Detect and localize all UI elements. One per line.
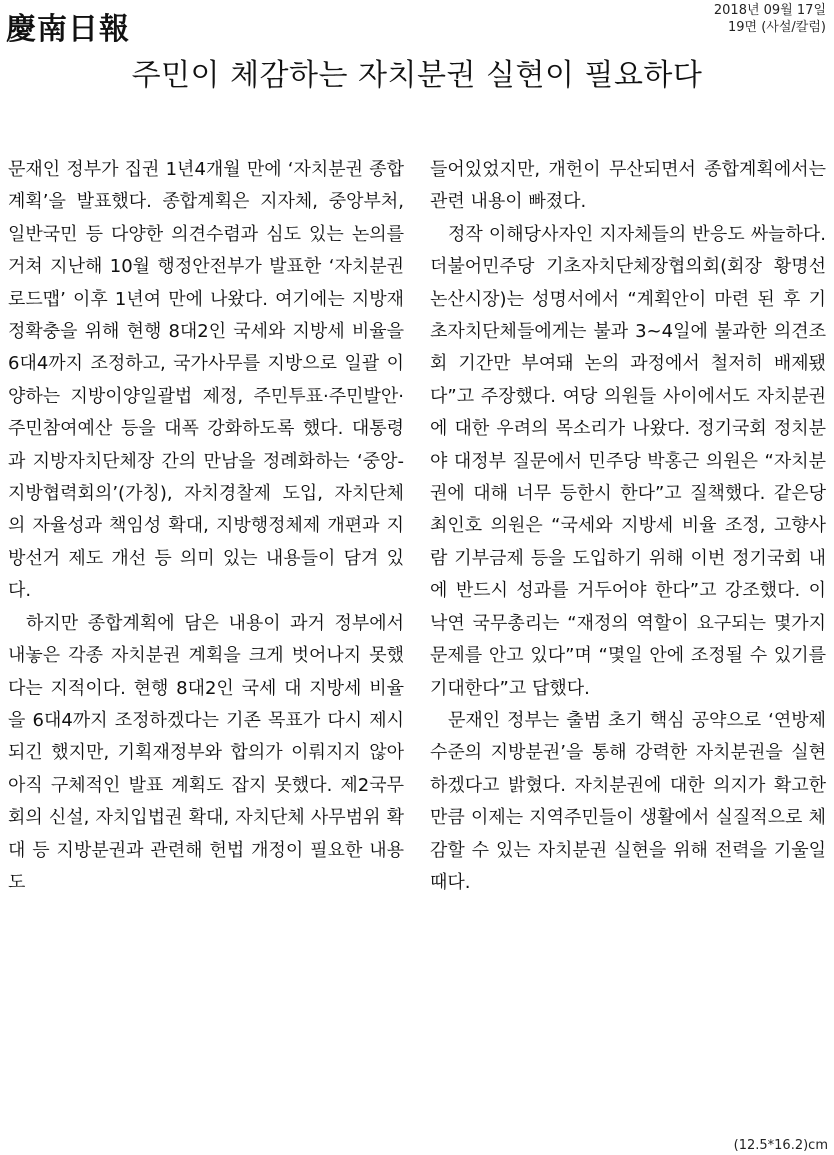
- article-column-right: [430, 154, 826, 899]
- article-paragraph: 하지만 종합계획에 담은 내용이 과거 정부에서 내놓은 각종 자치분권 계획을 크게 벗어나지 못했다는 지적이다. 현행 8대2인 국세 대 지방세 비율을 6대4까지 조정하겠다는 기존 목표가 다시 제시되긴 했지만, 기획재정부와 합의가 이뤄지지 않아 아직 구체적인 발표 계획도 잡지 못했다. 제2국무회의 신설, 자치입법권 확대, 자치단체 사무범위 확대 등 지방분권과 관련해 헌법 개정이 필요한 내용도: [8, 612, 404, 893]
- article-paragraph: 정작 이해당사자인 지자체들의 반응도 싸늘하다. 더불어민주당 기초자치단체장협의회(회장 황명선 논산시장)는 성명서에서 “계획안이 마련 된 후 기초자치단체들에게는 불과 3~4일에 불과한 의견조회 기간만 부여돼 논의 과정에서 철저히 배제됐다”고 주장했다. 여당 의원들 사이에서도 자치분권에 대한 우려의 목소리가 나왔다. 정기국회 정치분야 대정부 질문에서 민주당 박홍근 의원은 “자치분권에 대해 너무 등한시 한다”고 질책했다. 같은당 최인호 의원은 “국세와 지방세 비율 조정, 고향사람 기부금제 등을 도입하기 위해 이번 정기국회 내에 반드시 성과를 거두어야 한다”고 강조했다. 이낙연 국무총리는 “재정의 역할이 요구되는 몇가지 문제를 안고 있다”며 “몇일 안에 조정될 수 있기를 기대한다”고 답했다.: [430, 223, 826, 699]
- article-paragraph: 문재인 정부는 출범 초기 핵심 공약으로 ‘연방제 수준의 지방분권’을 통해 강력한 자치분권을 실현하겠다고 밝혔다. 자치분권에 대한 의지가 확고한 만큼 이제는 지역주민들이 생활에서 실질적으로 체감할 수 있는 자치분권 실현을 위해 전력을 기울일 때다.: [430, 709, 826, 893]
- article-size-note: (12.5*16.2)cm: [733, 1138, 828, 1153]
- article-column-left: [8, 154, 404, 899]
- editorial-headline: 주민이 체감하는 자치분권 실현이 필요하다: [131, 58, 703, 93]
- article-paragraph: 들어있었지만, 개헌이 무산되면서 종합계획에서는 관련 내용이 빠졌다.: [430, 159, 826, 213]
- newspaper-masthead: 慶南日報: [6, 12, 130, 47]
- dateline: [714, 2, 826, 36]
- page-section: 19면 (사설/칼럼): [728, 20, 826, 35]
- publication-date: 2018년 09월 17일: [713, 3, 826, 18]
- article-paragraph: 문재인 정부가 집권 1년4개월 만에 ‘자치분권 종합계획’을 발표했다. 종합계획은 지자체, 중앙부처, 일반국민 등 다양한 의견수렴과 심도 있는 논의를 거쳐 지난해 10월 행정안전부가 발표한 ‘자치분권 로드맵’ 이후 1년여 만에 나왔다. 여기에는 지방재정확충을 위해 현행 8대2인 국세와 지방세 비율을 6대4까지 조정하고, 국가사무를 지방으로 일괄 이양하는 지방이양일괄법 제정, 주민투표·주민발안·주민참여예산 등을 대폭 강화하도록 했다. 대통령과 지방자치단체장 간의 만남을 정례화하는 ‘중앙-지방협력회의’(가칭), 자치경찰제 도입, 자치단체의 자율성과 책임성 확대, 지방행정체제 개편과 지방선거 제도 개선 등 의미 있는 내용들이 담겨 있다.: [8, 159, 404, 602]
